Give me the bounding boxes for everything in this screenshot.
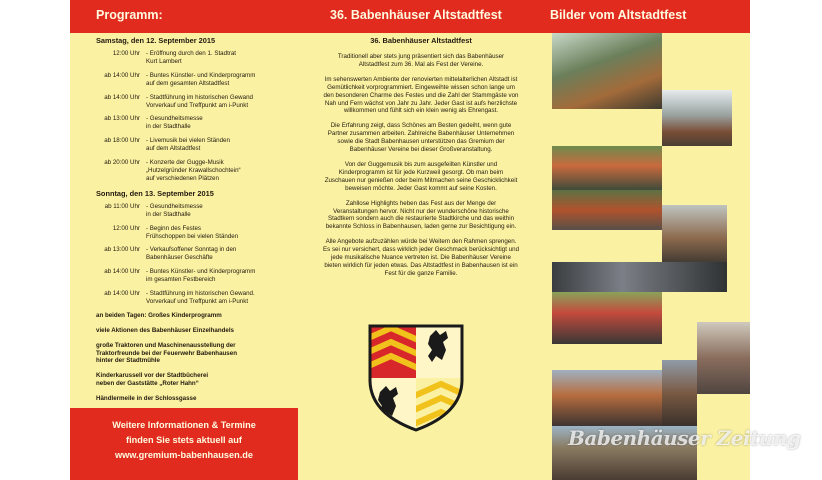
highlight-line: Händlermeile in der Schlossgasse: [96, 395, 197, 403]
event-desc: - Verkaufsoffener Sonntag in den Babenhäuser Geschäfte: [146, 246, 237, 262]
event-time: ab 13:00 Uhr: [104, 246, 140, 254]
event-desc: - Stadtführung im historischen Gewand Vorverkauf und Treffpunkt am i-Punkt: [146, 93, 253, 109]
photos-heading: Bilder vom Altstadtfest: [550, 8, 687, 22]
info-line: Weitere Informationen & Termine: [112, 420, 256, 430]
article-paragraph: Die Erfahrung zeigt, dass Schönes am Besten gedeiht, wenn gute Partner zusammen arbeiten. Zahlreiche Babenhäuser Unternehmen sowie die Stadt Babenhausen unterstützen das Gremium der Babenhäuser Vereine bei dieser Großveranstaltung.: [327, 122, 515, 154]
highlight-line: große Traktoren und Maschinenausstellung der Traktorfreunde bei der Feuerwehr Babenhausen hinter der Stadtmühle: [96, 341, 237, 365]
photo-carousel: [552, 33, 662, 109]
article-paragraph: Zahllose Highlights heben das Fest aus der Menge der Veranstaltungen hervor. Nicht nur der wunderschöne historische Stadtkern sondern auch die restaurierte Stadtkirche und das weithin bekannte Schloss in Babenhausen, laden gerne zur Besichtigung ein.: [325, 199, 517, 231]
article-column: [323, 34, 519, 285]
day-title: Sonntag, den 13. September 2015: [96, 188, 214, 198]
photo-performer: [662, 360, 697, 426]
program-heading: Programm:: [96, 8, 163, 22]
event-time: ab 20:00 Uhr: [104, 159, 140, 167]
newspaper-watermark: Babenhäuser Zeitung: [568, 426, 801, 450]
photo-tractors: [552, 190, 662, 230]
highlight-line: an beiden Tagen: Großes Kinderprogramm: [96, 311, 222, 319]
program-event: [96, 94, 308, 110]
program-event: [96, 137, 308, 153]
article-paragraph: Alle Angebote aufzuzählen würde bei Weitem den Rahmen sprengen. Es sei nur versichert, dass wirklich jeder Geschmack berücksichtigt und jede musikalische Nuance vertreten ist. Die Babenhäuser Vereine bieten wirklich für jeden etwas. Das Altstadtfest in Babenhausen ist ein Fest für die ganze Familie.: [323, 238, 520, 277]
event-time: 12:00 Uhr: [112, 224, 140, 232]
article-title: 36. Babenhäuser Altstadtfest: [370, 36, 472, 45]
program-event: [96, 225, 308, 241]
event-desc: - Gesundheitsmesse in der Stadthalle: [146, 115, 203, 131]
event-desc: - Eröffnung durch den 1. Stadtrat Kurt Lambert: [146, 50, 237, 65]
event-desc: - Livemusik bei vielen Ständen auf dem Altstadtfest: [146, 137, 230, 153]
event-time: ab 14:00 Uhr: [104, 268, 140, 276]
event-time: ab 11:00 Uhr: [104, 202, 140, 210]
program-event: [96, 268, 308, 284]
article-paragraph: Im sehenswerten Ambiente der renovierten mittelalterlichen Altstadt ist Gemütlichkeit vorprogrammiert. Eingeweihte wissen schon lange um den besonderen Charme des Festes und die Zahl der Stammgäste von Nah und Fern wächst von Jahr zu Jahr. Jeder Gast ist aufs herzlichste willkommen und fühlt sich ein klein wenig als Ehrengast.: [323, 75, 519, 115]
program-column: [96, 34, 308, 410]
event-time: ab 14:00 Uhr: [104, 93, 140, 101]
program-event: [96, 115, 308, 131]
photo-alley: [552, 370, 662, 426]
article-paragraph: Von der Guggemusik bis zum ausgefeilten Künstler und Kinderprogramm ist für jede Kurzweil gesorgt. Ob man beim Zuschauen nur genießen oder beim Mitmachen seine Geschicklichkeit beweisen möchte. Jeder Gast kommt auf seine Kosten.: [324, 160, 518, 192]
program-event: [96, 159, 308, 183]
flyer-page: [70, 0, 750, 480]
info-box: [70, 408, 298, 480]
day-title: Samstag, den 12. September 2015: [96, 36, 216, 45]
event-desc: - Beginn des Festes Frühschoppen bei vielen Ständen: [146, 224, 239, 240]
event-time: ab 18:00 Uhr: [104, 137, 140, 145]
event-time: ab 14:00 Uhr: [104, 290, 140, 298]
highlight-line: viele Aktionen des Babenhäuser Einzelhandels: [96, 326, 235, 334]
photo-shop: [697, 322, 750, 394]
event-desc: - Buntes Künstler- und Kinderprogramm im gesamten Festbereich: [146, 268, 256, 284]
photo-band: [552, 262, 727, 292]
photo-crowd: [552, 146, 662, 190]
program-event: [96, 290, 308, 306]
program-event: [96, 72, 308, 88]
event-desc: - Stadtführung im historischen Gewand. Vorverkauf und Treffpunkt am i-Punkt: [146, 290, 255, 305]
coat-of-arms-icon: [366, 322, 466, 432]
event-desc: - Konzerte der Gugge-Musik „Hutzelgründer Krawallschochtein“ auf verschiedenen Plätzen: [146, 159, 241, 182]
photo-building: [662, 205, 727, 265]
photo-street: [662, 90, 732, 146]
info-line: finden Sie stets aktuell auf: [126, 435, 242, 445]
program-event: [96, 246, 308, 262]
event-time: 12:00 Uhr: [112, 50, 140, 57]
program-event: [96, 50, 308, 66]
info-url-link[interactable]: www.gremium-babenhausen.de: [114, 450, 253, 460]
article-paragraph: Traditionell aber stets jung präsentiert sich das Babenhäuser Altstadtfest zum 36. Mal als Fest der Vereine.: [337, 53, 505, 68]
highlight-line: Kinderkarussell vor der Stadtbücherei neben der Gaststätte „Roter Hahn“: [96, 372, 209, 388]
event-time: ab 13:00 Uhr: [104, 115, 140, 123]
event-desc: - Gesundheitsmesse in der Stadthalle: [146, 202, 203, 218]
program-event: [96, 203, 308, 219]
event-desc: - Buntes Künstler- und Kinderprogramm auf dem gesamten Altstadtfest: [146, 71, 256, 87]
event-time: ab 14:00 Uhr: [104, 71, 140, 79]
festival-heading: 36. Babenhäuser Altstadtfest: [330, 8, 502, 22]
photo-street-party: [552, 292, 662, 344]
